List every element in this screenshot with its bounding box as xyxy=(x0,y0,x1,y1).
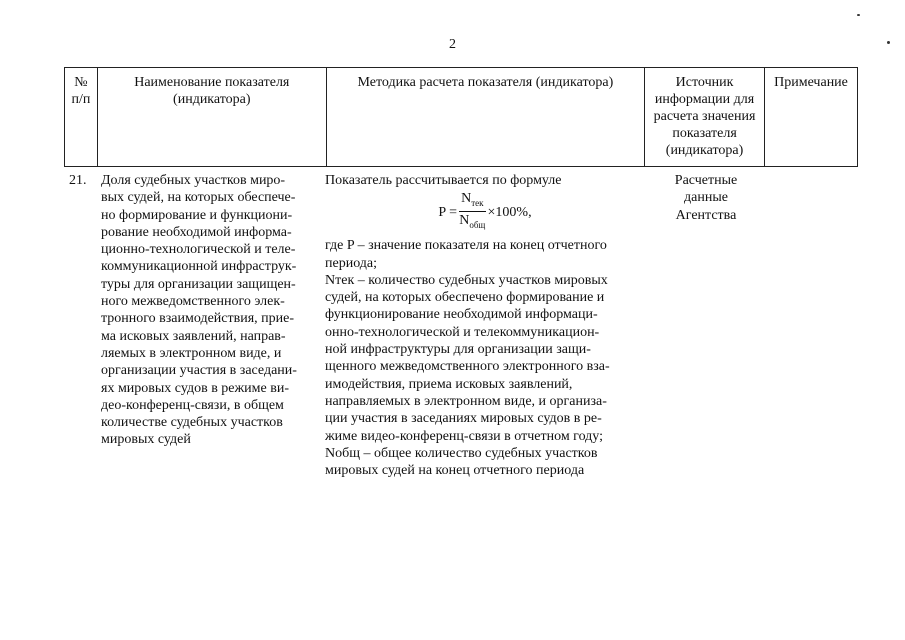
indicator-table-header xyxy=(64,67,858,167)
name-line: организации участия в заседани- xyxy=(101,363,297,379)
name-line: мировых судей xyxy=(101,432,191,448)
source-line: Расчетные xyxy=(674,173,738,188)
method-line: Nтек – количество судебных участков мировых xyxy=(325,272,608,288)
name-line: ционно-технологической и теле- xyxy=(101,242,296,258)
formula-lhs: P = xyxy=(438,204,458,220)
method-line: направляемых в электронном виде, и организа- xyxy=(325,393,607,409)
source-line: Агентства xyxy=(675,207,737,223)
method-line: где P – значение показателя на конец отчетного xyxy=(325,238,607,254)
method-line: ной инфраструктуры для организации защи- xyxy=(325,342,591,358)
calculation-method xyxy=(325,172,645,479)
formula-fraction xyxy=(459,191,485,234)
name-line: туры для организации защищен- xyxy=(101,276,296,292)
name-line: рование необходимой информа- xyxy=(101,224,292,240)
header-method: Методика расчета показателя (индикатора) xyxy=(326,68,644,167)
method-line: мировых судей на конец отчетного периода xyxy=(325,463,585,479)
name-line: вых судей, на которых обеспече- xyxy=(101,190,296,206)
header-number: № п/п xyxy=(65,68,98,167)
name-line: ма исковых заявлений, направ- xyxy=(101,328,286,344)
formula-numerator xyxy=(459,191,485,212)
numerator-subscript: тек xyxy=(471,197,484,208)
information-source xyxy=(645,172,767,224)
method-line: Nобщ – общее количество судебных участков xyxy=(325,445,598,461)
method-line: щенного межведомственного электронного вза- xyxy=(325,359,610,375)
denominator-symbol: N xyxy=(459,212,470,228)
name-line: количестве судебных участков xyxy=(101,415,283,431)
name-line: коммуникационной инфраструк- xyxy=(101,259,297,275)
scan-speck xyxy=(857,14,860,16)
method-line: судей, на которых обеспечено формирование и xyxy=(325,290,605,306)
header-indicator-name: Наименование показателя (индикатора) xyxy=(97,68,326,167)
formula xyxy=(325,193,645,231)
method-line: имодействия, приема исковых заявлений, xyxy=(325,376,573,392)
method-line: периода; xyxy=(325,255,378,271)
method-intro: Показатель рассчитывается по формуле xyxy=(325,173,562,188)
header-source: Источник информации для расчета значения показателя (индикатора) xyxy=(645,68,765,167)
indicator-name xyxy=(101,172,356,449)
page-number: 2 xyxy=(449,37,456,52)
method-line: ции участия в заседаниях мировых судов в ре- xyxy=(325,411,602,427)
name-line: део-конференц-связи, в общем xyxy=(101,397,284,413)
header-note: Примечание xyxy=(765,68,858,167)
method-line: онно-технологической и телекоммуникацион- xyxy=(325,324,600,340)
scan-speck xyxy=(887,41,890,44)
name-line: ляемых в электронном виде, и xyxy=(101,345,282,361)
formula-rhs: ×100%, xyxy=(487,204,532,220)
name-line: тронного взаимодействия, прие- xyxy=(101,311,295,327)
name-line: ного межведомственного элек- xyxy=(101,294,285,310)
numerator-symbol: N xyxy=(461,191,472,206)
row-number: 21. xyxy=(69,173,87,188)
method-line: функционирование необходимой информаци- xyxy=(325,307,598,323)
source-line: данные xyxy=(684,190,728,206)
formula-denominator xyxy=(459,212,485,234)
name-line: но формирование и функциони- xyxy=(101,207,293,223)
name-line: Доля судебных участков миро- xyxy=(101,173,286,188)
name-line: ях мировых судов в режиме ви- xyxy=(101,380,290,396)
method-line: жиме видео-конференц-связи в отчетном году; xyxy=(325,428,603,444)
denominator-subscript: общ xyxy=(469,219,486,230)
